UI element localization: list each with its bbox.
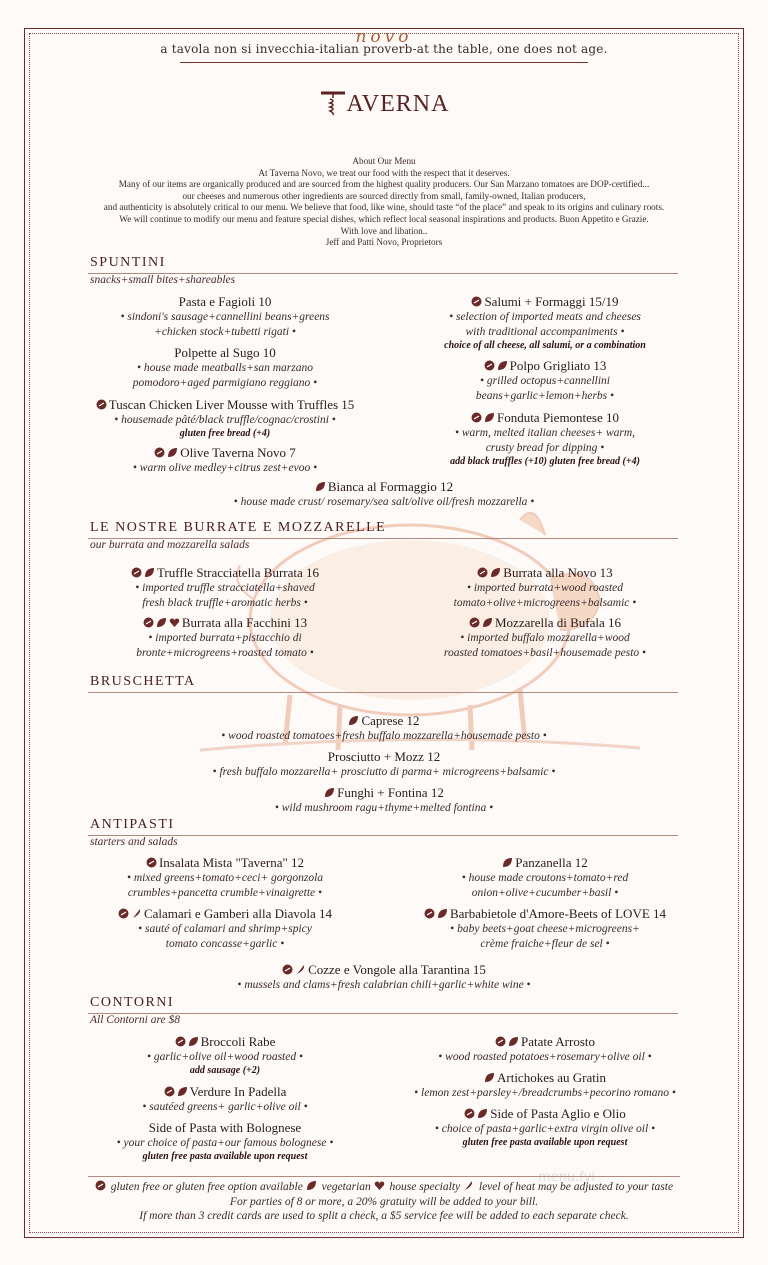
menu-item-broccoli [60, 1034, 390, 1076]
vegetarian-icon [348, 715, 359, 726]
section-subtitle-burrate: our burrata and mozzarella salads [90, 539, 250, 551]
gluten-free-icon [96, 399, 107, 410]
item-desc: onion+olive+cucumber+basil • [471, 887, 619, 899]
menu-item-cozze [60, 962, 708, 993]
gluten-free-icon [131, 567, 142, 578]
item-desc: • wood roasted tomatoes+fresh buffalo mozzarella+housemade pesto • [221, 730, 547, 742]
menu-item-aglio [390, 1106, 700, 1148]
item-desc: • lemon zest+parsley+/breadcrumbs+pecorino romano • [414, 1087, 676, 1099]
corkscrew-icon [319, 88, 347, 116]
gluten-free-icon [477, 567, 488, 578]
section-subtitle-contorni: All Contorni are $8 [90, 1014, 180, 1026]
vegetarian-icon [177, 1086, 188, 1097]
vegetarian-icon [484, 1072, 495, 1083]
item-desc: • baby beets+goat cheese+microgreens+ [450, 923, 640, 935]
vegetarian-icon [167, 447, 178, 458]
item-desc: • your choice of pasta+our famous bolognese • [116, 1137, 334, 1149]
menu-item-panzanella [390, 855, 700, 901]
menu-item-polpette [60, 345, 390, 391]
item-name: Broccoli Rabe [200, 1034, 276, 1049]
logo [0, 88, 768, 118]
chili-pepper-icon [131, 908, 142, 919]
menu-item-insalata [60, 855, 390, 901]
gluten-free-icon [146, 857, 157, 868]
menu-item-fonduta [390, 410, 700, 467]
about-line: We will continue to modify our menu and feature special dishes, which reflect local seasonal inspirations and products. Buon Appetito e Grazie. [119, 213, 649, 224]
gluten-free-icon [164, 1086, 175, 1097]
menu-item-funghi [60, 785, 708, 816]
menu-item-tuscan [60, 397, 390, 439]
item-desc: • garlic+olive oil+wood roasted • [146, 1051, 304, 1063]
item-desc: • house made meatballs+san marzano [137, 362, 313, 374]
item-name: Prosciutto + Mozz 12 [327, 749, 441, 764]
item-name: Calamari e Gamberi alla Diavola 14 [143, 906, 333, 921]
item-name: Side of Pasta with Bolognese [148, 1120, 302, 1135]
item-desc: • selection of imported meats and cheeses [449, 311, 641, 323]
item-desc: • mussels and clams+fresh calabrian chili+garlic+white wine • [237, 979, 531, 991]
item-desc: • house made crust/ rosemary/sea salt/olive oil/fresh mozzarella • [233, 496, 535, 508]
item-name: Bianca al Formaggio 12 [327, 479, 454, 494]
vegetarian-icon [315, 481, 326, 492]
menu-item-pasta-fagioli [60, 294, 390, 340]
watermark: menu.fyi [538, 1170, 595, 1185]
menu-item-prosciutto [60, 749, 708, 780]
item-desc: fresh black truffle+aromatic herbs • [142, 597, 308, 609]
item-name: Truffle Stracciatella Burrata 16 [156, 565, 320, 580]
item-desc: • imported burrata+pistacchio di [148, 632, 302, 644]
about-line: With love and libation.. [340, 225, 428, 236]
item-desc: crème fraiche+fleur de sel • [480, 938, 610, 950]
proverb: a tavola non si invecchia-italian proverb-at the table, one does not age. [160, 42, 608, 56]
item-name: Patate Arrosto [520, 1034, 595, 1049]
item-desc: • wood roasted potatoes+rosemary+olive oil • [438, 1051, 652, 1063]
about-section [40, 156, 728, 249]
menu-item-burrata-facchini [60, 615, 390, 661]
menu-item-verdure [60, 1084, 390, 1115]
item-desc: pomodoro+aged parmigiano reggiano • [132, 377, 318, 389]
gluten-free-icon [484, 360, 495, 371]
divider [88, 692, 678, 693]
item-desc: • imported buffalo mozzarella+wood [460, 632, 630, 644]
gratuity-note: For parties of 8 or more, a 20% gratuity will be added to your bill. [229, 1195, 539, 1208]
menu-item-barbabietole [390, 906, 700, 952]
item-note: choice of all cheese, all salumi, or a combination [444, 340, 646, 351]
chili-pepper-icon [295, 964, 306, 975]
item-desc: crusty bread for dipping • [485, 442, 605, 454]
vegetarian-icon [484, 412, 495, 423]
vegetarian-icon [502, 857, 513, 868]
menu-item-salumi [390, 294, 700, 351]
item-desc: • fresh buffalo mozzarella+ prosciutto di parma+ microgreens+balsamic • [212, 766, 556, 778]
item-desc: tomato+olive+microgreens+balsamic • [453, 597, 637, 609]
credit-card-note: If more than 3 credit cards are used to split a check, a $5 service fee will be added to each separate check. [139, 1210, 629, 1222]
vegetarian-icon [144, 567, 155, 578]
section-title-contorni: CONTORNI [90, 995, 175, 1010]
item-note: add black truffles (+10) gluten free bread (+4) [450, 456, 640, 467]
gluten-free-icon [471, 412, 482, 423]
heart-icon [374, 1180, 385, 1191]
menu-item-polpo [390, 358, 700, 404]
logo-name: AVERNA [346, 91, 450, 117]
item-name: Fonduta Piemontese 10 [496, 410, 620, 425]
item-desc: • warm olive medley+citrus zest+evoo • [132, 462, 318, 474]
vegetarian-icon [482, 617, 493, 628]
item-name: Burrata alla Facchini 13 [181, 615, 308, 630]
about-line: our cheeses and numerous other ingredients are sourced directly from small, family-owned, Italian producers, [182, 190, 586, 201]
gluten-free-icon [175, 1036, 186, 1047]
vegetarian-icon [188, 1036, 199, 1047]
item-name: Pasta e Fagioli 10 [178, 294, 272, 309]
item-name: Side of Pasta Aglio e Olio [490, 1106, 626, 1121]
item-desc: • mixed greens+tomato+ceci+ gorgonzola [126, 872, 324, 884]
item-desc: • imported burrata+wood roasted [466, 582, 624, 594]
logo-sub: novo [355, 27, 413, 47]
divider [88, 1176, 680, 1177]
legend-line [0, 1180, 768, 1195]
item-name: Burrata alla Novo 13 [503, 565, 613, 580]
menu-item-truffle-burrata [60, 565, 390, 611]
gluten-free-icon [282, 964, 293, 975]
vegetarian-icon [490, 567, 501, 578]
gluten-free-icon [424, 908, 435, 919]
item-name: Panzanella 12 [515, 855, 588, 870]
gluten-free-icon [464, 1108, 475, 1119]
vegetarian-icon [306, 1180, 317, 1191]
item-desc: • sauté of calamari and shrimp+spicy [138, 923, 312, 935]
item-name: Cozze e Vongole alla Tarantina 15 [308, 962, 486, 977]
about-line: Many of our items are organically produced and are sourced from the highest quality producers. Our San Marzano tomatoes are DOP-certified... [118, 179, 650, 190]
chili-pepper-icon [463, 1180, 474, 1191]
heart-icon [169, 617, 180, 628]
vegetarian-icon [497, 360, 508, 371]
vegetarian-icon [437, 908, 448, 919]
section-title-burrate: LE NOSTRE BURRATE E MOZZARELLE [90, 520, 387, 535]
item-desc: • sautéed greens+ garlic+olive oil • [142, 1101, 308, 1113]
item-name: Caprese 12 [361, 713, 420, 728]
item-name: Tuscan Chicken Liver Mousse with Truffles 15 [108, 397, 355, 412]
item-note: gluten free bread (+4) [179, 428, 271, 439]
menu-item-mozzarella-bufala [390, 615, 700, 661]
item-desc: crumbles+pancetta crumble+vinaigrette • [127, 887, 323, 899]
gluten-free-icon [469, 617, 480, 628]
item-desc: bronte+microgreens+roasted tomato • [136, 647, 314, 659]
item-name: Verdure In Padella [189, 1084, 287, 1099]
vegetarian-icon [508, 1036, 519, 1047]
item-desc: • house made croutons+tomato+red [461, 872, 629, 884]
menu-item-olive [60, 445, 390, 476]
item-desc: • imported truffle stracciatella+shaved [135, 582, 315, 594]
item-desc: +chicken stock+tubetti rigati • [154, 326, 296, 338]
item-desc: • wild mushroom ragu+thyme+melted fontina • [274, 802, 494, 814]
item-desc: • housemade pâté/black truffle/cognac/crostini • [114, 414, 336, 426]
section-subtitle-antipasti: starters and salads [90, 836, 178, 848]
vegetarian-icon [156, 617, 167, 628]
item-name: Funghi + Fontina 12 [337, 785, 444, 800]
section-title-spuntini: SPUNTINI [90, 255, 166, 270]
vegetarian-icon [477, 1108, 488, 1119]
item-name: Polpette al Sugo 10 [174, 345, 276, 360]
item-name: Mozzarella di Bufala 16 [495, 615, 621, 630]
item-name: Barbabietole d'Amore-Beets of LOVE 14 [449, 906, 667, 921]
item-desc: • warm, melted italian cheeses+ warm, [454, 427, 636, 439]
item-name: Insalata Mista "Taverna" 12 [158, 855, 305, 870]
menu-item-burrata-novo [390, 565, 700, 611]
item-name: Olive Taverna Novo 7 [180, 445, 296, 460]
legend-vegetarian: vegetarian [321, 1181, 371, 1193]
menu-item-calamari [60, 906, 390, 952]
about-line: Jeff and Patti Novo, Proprietors [325, 237, 443, 248]
item-note: gluten free pasta available upon request [462, 1137, 628, 1148]
menu-item-bianca [60, 479, 708, 510]
item-desc: • grilled octopus+cannellini [480, 375, 610, 387]
item-desc: roasted tomatoes+basil+housemade pesto • [443, 647, 647, 659]
item-name: Artichokes au Gratin [496, 1070, 607, 1085]
item-name: Polpo Grigliato 13 [509, 358, 607, 373]
about-title: About Our Menu [352, 156, 416, 166]
gluten-free-icon [154, 447, 165, 458]
gluten-free-icon [471, 296, 482, 307]
gluten-free-icon [143, 617, 154, 628]
item-desc: • sindoni's sausage+cannellini beans+greens [120, 311, 330, 323]
vegetarian-icon [324, 787, 335, 798]
footer [0, 1180, 768, 1224]
divider [180, 62, 588, 63]
item-desc: beans+garlic+lemon+herbs • [475, 390, 615, 402]
about-line: and authenticity is absolutely critical to our menu. We believe that food, like wine, should taste “of the place” and speak to its origins and culinary roots. [103, 202, 665, 213]
legend-heat: level of heat may be adjusted to your taste [478, 1181, 674, 1193]
legend-gluten-free: gluten free or gluten free option available [110, 1181, 303, 1193]
menu-item-artichokes [390, 1070, 700, 1101]
legend-house-specialty: house specialty [389, 1181, 461, 1193]
item-desc: with traditional accompaniments • [465, 326, 625, 338]
item-desc: • choice of pasta+garlic+extra virgin olive oil • [434, 1123, 656, 1135]
about-line: At Taverna Novo, we treat our food with the respect that it deserves. [258, 167, 510, 178]
menu-item-patate [390, 1034, 700, 1065]
gluten-free-icon [118, 908, 129, 919]
item-note: add sausage (+2) [189, 1065, 261, 1076]
gluten-free-icon [495, 1036, 506, 1047]
section-title-bruschetta: BRUSCHETTA [90, 674, 196, 689]
item-desc: tomato concasse+garlic • [165, 938, 285, 950]
gluten-free-icon [95, 1180, 106, 1191]
item-note: gluten free pasta available upon request [142, 1151, 308, 1162]
menu-item-caprese [60, 713, 708, 744]
section-title-antipasti: ANTIPASTI [90, 817, 175, 832]
menu-item-bolognese [60, 1120, 390, 1162]
section-subtitle-spuntini: snacks+small bites+shareables [90, 274, 236, 286]
item-name: Salumi + Formaggi 15/19 [484, 294, 619, 309]
